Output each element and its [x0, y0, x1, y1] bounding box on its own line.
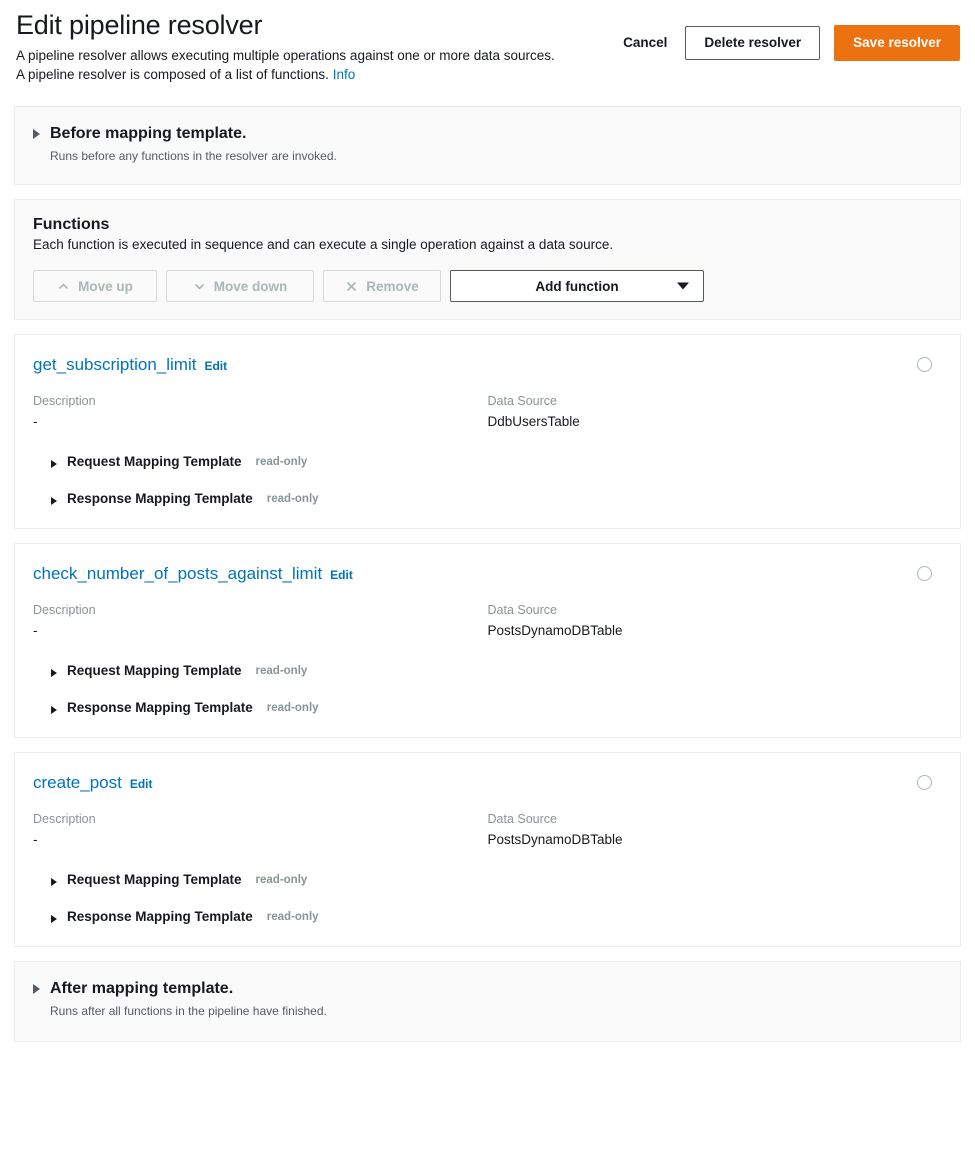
chevron-up-icon	[57, 280, 70, 293]
function-datasource-col	[488, 602, 943, 641]
before-mapping-template-subtitle: Runs before any functions in the resolver are invoked.	[50, 149, 337, 163]
request-mapping-template-label: Request Mapping Template	[67, 663, 242, 678]
chevron-right-icon	[33, 129, 40, 139]
functions-title: Functions	[33, 216, 110, 233]
response-mapping-template-label: Response Mapping Template	[67, 909, 253, 924]
after-mapping-template-toggle[interactable]	[33, 979, 942, 1019]
before-mapping-template-inner	[15, 107, 960, 184]
response-mapping-template-toggle[interactable]	[33, 700, 942, 715]
info-link[interactable]: Info	[332, 67, 356, 82]
cancel-button[interactable]: Cancel	[619, 28, 671, 58]
description-label: Description	[33, 603, 96, 617]
chevron-right-icon	[51, 497, 57, 505]
read-only-badge: read-only	[255, 455, 308, 468]
function-meta	[33, 811, 942, 850]
function-edit-link[interactable]: Edit	[330, 568, 353, 582]
function-meta	[33, 602, 942, 641]
after-mapping-template-subtitle: Runs after all functions in the pipeline have finished.	[50, 1004, 327, 1018]
response-mapping-template-toggle[interactable]	[33, 909, 942, 924]
data-source-label: Data Source	[487, 812, 557, 826]
chevron-right-icon	[51, 915, 57, 923]
request-mapping-template-label: Request Mapping Template	[67, 872, 242, 887]
data-source-label: Data Source	[487, 603, 557, 617]
functions-header	[15, 200, 960, 254]
read-only-badge: read-only	[266, 701, 319, 714]
function-card-body	[15, 753, 960, 946]
move-up-label: Move up	[78, 278, 133, 294]
chevron-down-icon	[677, 283, 689, 290]
chevron-right-icon	[51, 669, 57, 677]
description-value: -	[33, 832, 38, 847]
function-card	[14, 752, 961, 947]
response-mapping-template-label: Response Mapping Template	[67, 700, 253, 715]
data-source-label: Data Source	[487, 394, 557, 408]
read-only-badge: read-only	[266, 492, 319, 505]
function-name-row	[33, 355, 942, 375]
header-actions	[619, 25, 960, 61]
move-up-button[interactable]	[33, 270, 157, 302]
before-mapping-template-panel	[14, 106, 961, 185]
page-header	[0, 0, 975, 84]
data-source-value: DdbUsersTable	[487, 414, 580, 429]
functions-description: Each function is executed in sequence and can execute a single operation against a data source.	[33, 237, 614, 252]
function-description-col	[33, 811, 488, 850]
move-down-label: Move down	[213, 278, 288, 294]
description-label: Description	[33, 812, 96, 826]
chevron-right-icon	[33, 984, 40, 994]
description-label: Description	[33, 394, 96, 408]
page-title: Edit pipeline resolver	[16, 10, 263, 40]
page-description	[16, 46, 556, 84]
functions-panel	[14, 199, 961, 320]
add-function-dropdown[interactable]	[450, 270, 704, 302]
before-mapping-template-text	[50, 124, 337, 164]
save-resolver-button[interactable]: Save resolver	[834, 25, 960, 61]
chevron-right-icon	[51, 706, 57, 714]
function-name-link[interactable]: check_number_of_posts_against_limit	[33, 564, 323, 583]
before-mapping-template-toggle[interactable]	[33, 124, 942, 164]
function-edit-link[interactable]: Edit	[204, 359, 228, 373]
function-card-body	[15, 544, 960, 737]
remove-button[interactable]	[323, 270, 441, 302]
response-mapping-template-toggle[interactable]	[33, 491, 942, 506]
functions-toolbar	[15, 254, 960, 319]
chevron-down-icon	[193, 280, 206, 293]
function-name-row	[33, 564, 942, 584]
function-datasource-col	[488, 393, 943, 432]
response-mapping-template-label: Response Mapping Template	[67, 491, 253, 506]
function-name-row	[33, 773, 942, 793]
function-description-col	[33, 393, 488, 432]
function-name-link[interactable]: get_subscription_limit	[33, 355, 197, 374]
delete-resolver-button[interactable]: Delete resolver	[685, 26, 820, 60]
data-source-value: PostsDynamoDBTable	[487, 623, 623, 638]
move-down-button[interactable]	[166, 270, 314, 302]
after-mapping-template-panel	[14, 961, 961, 1042]
request-mapping-template-label: Request Mapping Template	[67, 454, 242, 469]
before-mapping-template-title: Before mapping template.	[50, 125, 247, 142]
after-mapping-template-inner	[15, 962, 960, 1041]
function-description-col	[33, 602, 488, 641]
read-only-badge: read-only	[255, 873, 308, 886]
read-only-badge: read-only	[255, 664, 308, 677]
function-card-body	[15, 335, 960, 528]
chevron-right-icon	[51, 878, 57, 886]
request-mapping-template-toggle[interactable]	[33, 454, 942, 469]
function-card	[14, 543, 961, 738]
after-mapping-template-text	[50, 979, 327, 1019]
function-select-radio[interactable]	[917, 357, 932, 372]
page-description-text: A pipeline resolver allows executing multiple operations against one or more data sources. A pipeline resolver is composed of a list of functions.	[16, 48, 555, 82]
request-mapping-template-toggle[interactable]	[33, 663, 942, 678]
read-only-badge: read-only	[266, 910, 319, 923]
function-select-radio[interactable]	[917, 566, 932, 581]
function-edit-link[interactable]: Edit	[129, 777, 153, 791]
data-source-value: PostsDynamoDBTable	[487, 832, 623, 847]
after-mapping-template-title: After mapping template.	[50, 980, 234, 997]
function-card	[14, 334, 961, 529]
description-value: -	[33, 623, 38, 638]
function-select-radio[interactable]	[917, 775, 932, 790]
function-name-link[interactable]: create_post	[33, 773, 122, 792]
chevron-right-icon	[51, 460, 57, 468]
close-icon	[345, 280, 358, 293]
function-datasource-col	[488, 811, 943, 850]
remove-label: Remove	[366, 278, 419, 294]
function-meta	[33, 393, 942, 432]
add-function-label: Add function	[535, 278, 619, 294]
description-value: -	[33, 414, 38, 429]
request-mapping-template-toggle[interactable]	[33, 872, 942, 887]
